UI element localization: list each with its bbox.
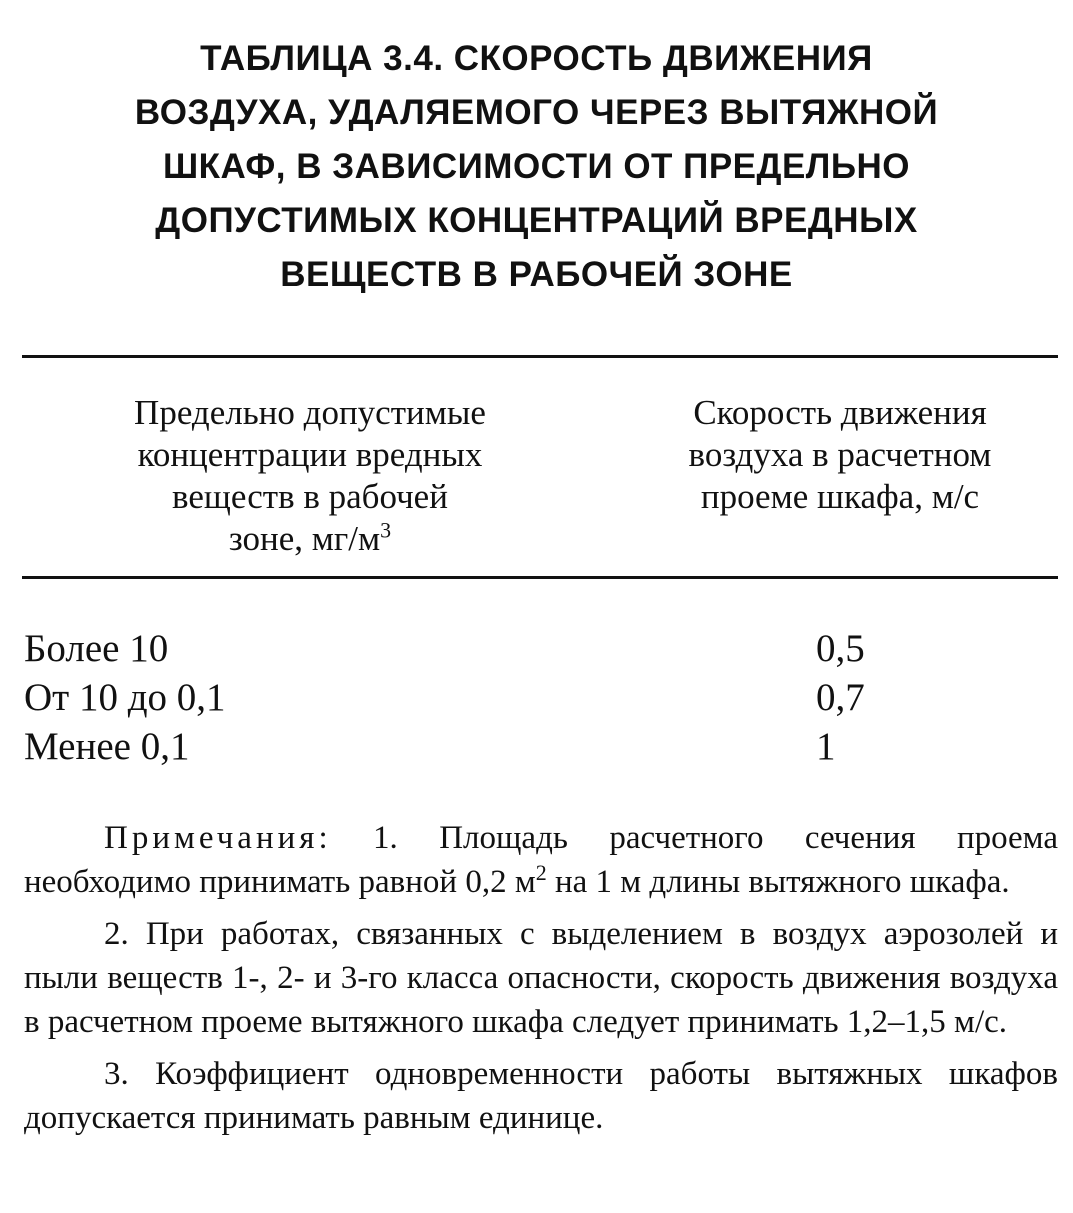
table-header-rule	[22, 576, 1058, 579]
speed-cell: 0,7	[816, 676, 865, 719]
note-2: 2. При работах, связанных с выделением в воздух аэрозолей и пыли веществ 1-, 2- и 3-го класса опасности, скорость движения воздуха в расчетном проеме вытяжного шкафа следует принимать 1,2–1,5 м/с.	[24, 916, 1058, 1040]
title-line: ДОПУСТИМЫХ КОНЦЕНТРАЦИЙ ВРЕДНЫХ	[155, 201, 918, 240]
header-line: Предельно допустимые	[134, 393, 486, 432]
note-1	[24, 816, 1058, 904]
header-line: проеме шкафа, м/с	[700, 477, 980, 516]
superscript: 2	[535, 860, 547, 885]
title-line: ТАБЛИЦА 3.4. СКОРОСТЬ ДВИЖЕНИЯ	[200, 39, 873, 78]
note-1-text-end: на 1 м длины вытяжного шкафа.	[546, 864, 1010, 900]
superscript: 3	[380, 517, 392, 543]
concentration-cell: От 10 до 0,1	[24, 676, 226, 719]
column-header-speed	[610, 392, 1070, 518]
table-notes	[24, 816, 1058, 1148]
notes-label: Примечания:	[104, 820, 332, 856]
title-line: ШКАФ, В ЗАВИСИМОСТИ ОТ ПРЕДЕЛЬНО	[162, 147, 911, 186]
concentration-cell: Более 10	[24, 627, 169, 670]
speed-cell: 0,5	[816, 627, 865, 670]
header-line-text: зоне, мг/м	[228, 519, 381, 558]
table-row	[24, 624, 1064, 673]
table-body	[24, 624, 1064, 771]
table-top-rule	[22, 355, 1058, 358]
speed-cell: 1	[816, 725, 836, 768]
table-title	[20, 32, 1053, 302]
note-3: 3. Коэффициент одновременности работы вытяжных шкафов допускается принимать равным единице.	[24, 1056, 1058, 1136]
header-line: веществ в рабочей	[172, 477, 448, 516]
note-1-text: 1. Площадь расчетного сечения проема необходимо принимать равной 0,2 м	[24, 820, 1058, 900]
header-line: воздуха в расчетном	[688, 435, 992, 474]
header-line: Скорость движения	[693, 393, 987, 432]
title-line: ВЕЩЕСТВ В РАБОЧЕЙ ЗОНЕ	[280, 255, 793, 294]
table-row	[24, 673, 1064, 722]
column-header-concentration	[40, 392, 580, 560]
concentration-cell: Менее 0,1	[24, 725, 190, 768]
table-row	[24, 722, 1064, 771]
header-line: концентрации вредных	[137, 435, 483, 474]
header-line	[40, 518, 580, 560]
title-line: ВОЗДУХА, УДАЛЯЕМОГО ЧЕРЕЗ ВЫТЯЖНОЙ	[134, 93, 939, 132]
